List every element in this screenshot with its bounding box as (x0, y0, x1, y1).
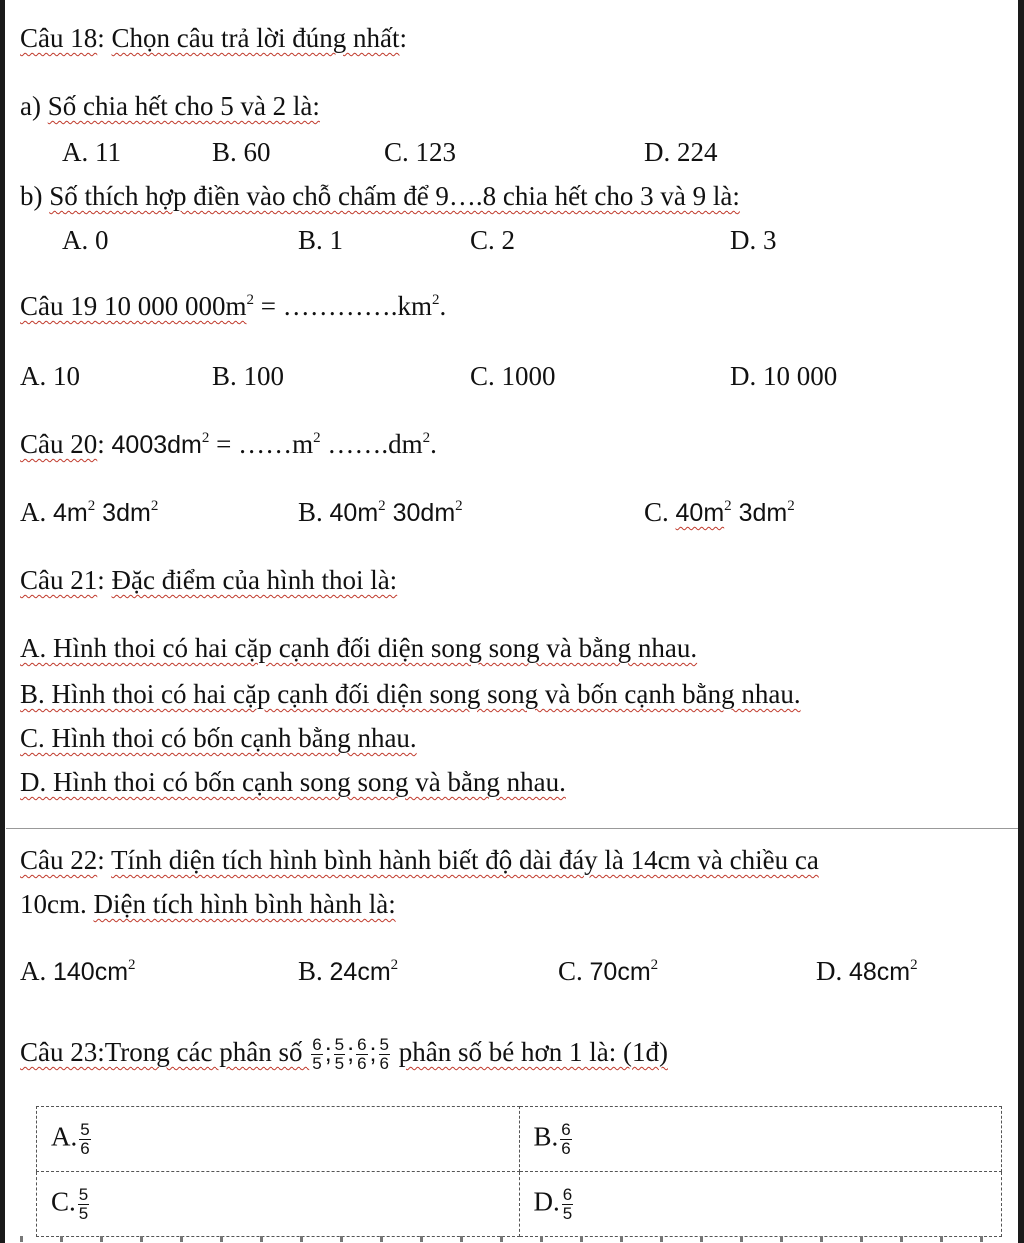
q19-label: Câu 19 (20, 291, 98, 321)
q20-option-c-sup1: 2 (724, 498, 732, 514)
q23-label: Câu 23 (20, 1037, 98, 1067)
q22-option-d (816, 955, 918, 988)
q20-sup-c: 2 (422, 430, 431, 446)
q19-option-a: A. 10 (20, 361, 80, 391)
q23-answer-c-fraction (78, 1186, 89, 1223)
q18b-text: Số thích hợp điền vào chỗ chấm để 9….8 chia hết cho 3 và 9 là: (49, 181, 740, 211)
q23-sep-1: ; (324, 1039, 332, 1067)
q21-title: Đặc điểm của hình thoi là: (111, 565, 398, 595)
q20-option-a-m: 4m (53, 499, 88, 527)
q20-expr-b: = ……m (209, 429, 314, 459)
q18a-option-b: B. 60 (212, 137, 271, 167)
q20-option-a-letter: A. (20, 497, 53, 527)
q20-option-b-sup2: 2 (455, 498, 463, 514)
q18-colon: : (97, 23, 112, 53)
q22-option-a-value: 140cm (53, 958, 129, 986)
q23-answer-c-den: 5 (78, 1203, 89, 1223)
q20-option-a (20, 496, 158, 529)
q20-expr-c: …….dm (320, 429, 423, 459)
q22-option-c-sup: 2 (650, 957, 659, 973)
q23-fraction-1 (311, 1036, 322, 1073)
q20-option-c-sup2: 2 (787, 498, 795, 514)
q20-option-c-m: 40m (675, 499, 725, 527)
q23-text-b: phân số bé hơn 1 là: (1đ) (398, 1037, 668, 1067)
q23-answer-c-letter: C. (51, 1186, 76, 1217)
q22-option-a-letter: A. (20, 956, 53, 986)
q19-option-d: D. 10 000 (730, 361, 838, 391)
q21-option-a: A. Hình thoi có hai cặp cạnh đối diện song song và bằng nhau. (20, 633, 698, 663)
q23-answer-c-num: 5 (78, 1184, 89, 1204)
q22-label: Câu 22 (20, 845, 98, 875)
q20-question (20, 428, 437, 461)
q23-fraction-3 (356, 1036, 367, 1073)
q20-option-a-sup1: 2 (87, 498, 96, 514)
q21-question (20, 564, 397, 596)
q23-answer-b-fraction (560, 1121, 571, 1158)
q18b-question (20, 180, 740, 212)
q23-answer-b (519, 1107, 1002, 1172)
q23-fraction-2 (334, 1036, 345, 1073)
q22-text-line1: Tính diện tích hình bình hành biết độ dài đáy là 14cm và chiều ca (111, 845, 819, 875)
q18b-option-a: A. 0 (62, 225, 109, 255)
left-border (0, 0, 5, 1243)
q18-title-text: Chọn câu trả lời đúng nhất (111, 23, 400, 53)
q23-answer-b-den: 6 (561, 1138, 571, 1158)
q18-title-end: : (399, 23, 408, 53)
q21-label: Câu 21 (20, 565, 98, 595)
q22-text-line2-b: Diện tích hình bình hành là: (93, 889, 396, 919)
q22-option-c-value: 70cm (589, 958, 651, 986)
q23-fraction-1-den: 5 (312, 1054, 322, 1074)
q18b-option-d: D. 3 (730, 225, 777, 255)
q22-option-c-letter: C. (558, 956, 590, 986)
cut-off-text-fragment (20, 1236, 1010, 1242)
q22-text-line2-a: 10cm. (20, 889, 94, 919)
q23-answer-b-num: 6 (561, 1119, 571, 1139)
q23-answer-d-fraction (562, 1186, 573, 1223)
q20-option-a-sup2: 2 (150, 498, 159, 514)
q23-answer-a (37, 1107, 520, 1172)
q19-option-c: C. 1000 (470, 361, 556, 391)
q20-sup-a: 2 (201, 430, 210, 446)
q22-option-c (558, 955, 658, 988)
q22-option-a (20, 955, 136, 988)
q20-expr-d: . (430, 429, 437, 459)
q19-expr-left: 10 000 000m (97, 291, 247, 321)
q18-title (20, 22, 407, 54)
q21-option-d: D. Hình thoi có bốn cạnh song song và bằng nhau. (20, 767, 566, 797)
q23-fraction-4 (379, 1036, 390, 1073)
q22-option-b-value: 24cm (329, 958, 391, 986)
q18b-option-b: B. 1 (298, 225, 344, 255)
q23-text-a: :Trong các phân số (97, 1037, 310, 1067)
q23-answer-d-den: 5 (562, 1203, 573, 1223)
q19-expr-end: . (439, 291, 447, 321)
q22-option-b-letter: B. (298, 956, 330, 986)
right-border (1018, 0, 1024, 1243)
q20-option-b (298, 496, 463, 529)
q19-expr-mid: = ………….km (254, 291, 432, 321)
q19-question (20, 290, 446, 322)
q23-fraction-4-den: 6 (379, 1054, 389, 1074)
q23-fraction-3-den: 6 (357, 1054, 367, 1074)
q23-answer-a-letter: A. (51, 1121, 78, 1152)
q19-sup1: 2 (246, 292, 255, 308)
q23-fraction-2-den: 5 (334, 1054, 345, 1074)
q18-label: Câu 18 (20, 23, 98, 53)
q20-option-b-m: 40m (329, 499, 379, 527)
q22-colon: : (97, 845, 112, 875)
q20-colon: : (97, 429, 112, 459)
q18b-option-c: C. 2 (470, 225, 516, 255)
q22-option-d-sup: 2 (910, 957, 918, 973)
q23-answer-b-letter: B. (533, 1121, 559, 1152)
q19-sup2: 2 (432, 292, 440, 308)
q22-question-line2 (20, 888, 396, 920)
q23-fraction-2-num: 5 (334, 1035, 345, 1055)
q23-fraction-3-num: 6 (357, 1035, 367, 1055)
q18b-prefix: b) (20, 181, 50, 211)
q23-answer-d-num: 6 (562, 1184, 573, 1204)
q23-fraction-1-num: 6 (312, 1035, 322, 1055)
q20-expr-a: 4003dm (111, 431, 202, 459)
q20-option-c (644, 496, 795, 529)
q20-option-b-sup1: 2 (378, 498, 386, 514)
q18a-option-d: D. 224 (644, 137, 718, 167)
q18a-text: Số chia hết cho 5 và 2 là: (47, 91, 320, 121)
q23-answer-row-1 (37, 1107, 1002, 1172)
q23-answer-a-num: 5 (80, 1119, 90, 1139)
q23-fraction-4-num: 5 (379, 1035, 389, 1055)
q18a-prefix: a) (20, 91, 48, 121)
q23-answer-table (36, 1106, 1002, 1237)
q22-option-d-letter: D. (816, 956, 849, 986)
q19-option-b: B. 100 (212, 361, 285, 391)
q20-option-a-dm: 3dm (95, 499, 151, 527)
q22-option-a-sup: 2 (128, 957, 136, 973)
q20-option-b-letter: B. (298, 497, 330, 527)
q23-answer-a-den: 6 (80, 1138, 90, 1158)
q20-option-b-dm: 30dm (385, 499, 456, 527)
q18a-option-c: C. 123 (384, 137, 457, 167)
q22-option-b (298, 955, 398, 988)
section-divider (6, 828, 1018, 829)
q23-sep-3: ; (369, 1039, 377, 1067)
q22-option-b-sup: 2 (390, 957, 399, 973)
q20-sup-b: 2 (313, 430, 321, 446)
q23-answer-d-letter: D. (533, 1186, 560, 1217)
q22-question-line1 (20, 844, 819, 876)
q23-answer-a-fraction (79, 1121, 90, 1158)
q23-answer-c (37, 1172, 520, 1237)
q22-option-d-value: 48cm (849, 958, 911, 986)
q21-option-c: C. Hình thoi có bốn cạnh bằng nhau. (20, 723, 417, 753)
q23-answer-row-2 (37, 1172, 1002, 1237)
q21-colon: : (97, 565, 112, 595)
q21-option-b: B. Hình thoi có hai cặp cạnh đối diện song song và bốn cạnh bằng nhau. (20, 679, 801, 709)
q23-answer-d (519, 1172, 1002, 1237)
q23-question (20, 1032, 668, 1073)
q20-label: Câu 20 (20, 429, 98, 459)
q20-option-c-letter: C. (644, 497, 676, 527)
q20-option-c-dm: 3dm (731, 499, 788, 527)
q18a-option-a: A. 11 (62, 137, 121, 167)
q23-sep-2: ; (347, 1039, 355, 1067)
q18a-question (20, 90, 320, 122)
